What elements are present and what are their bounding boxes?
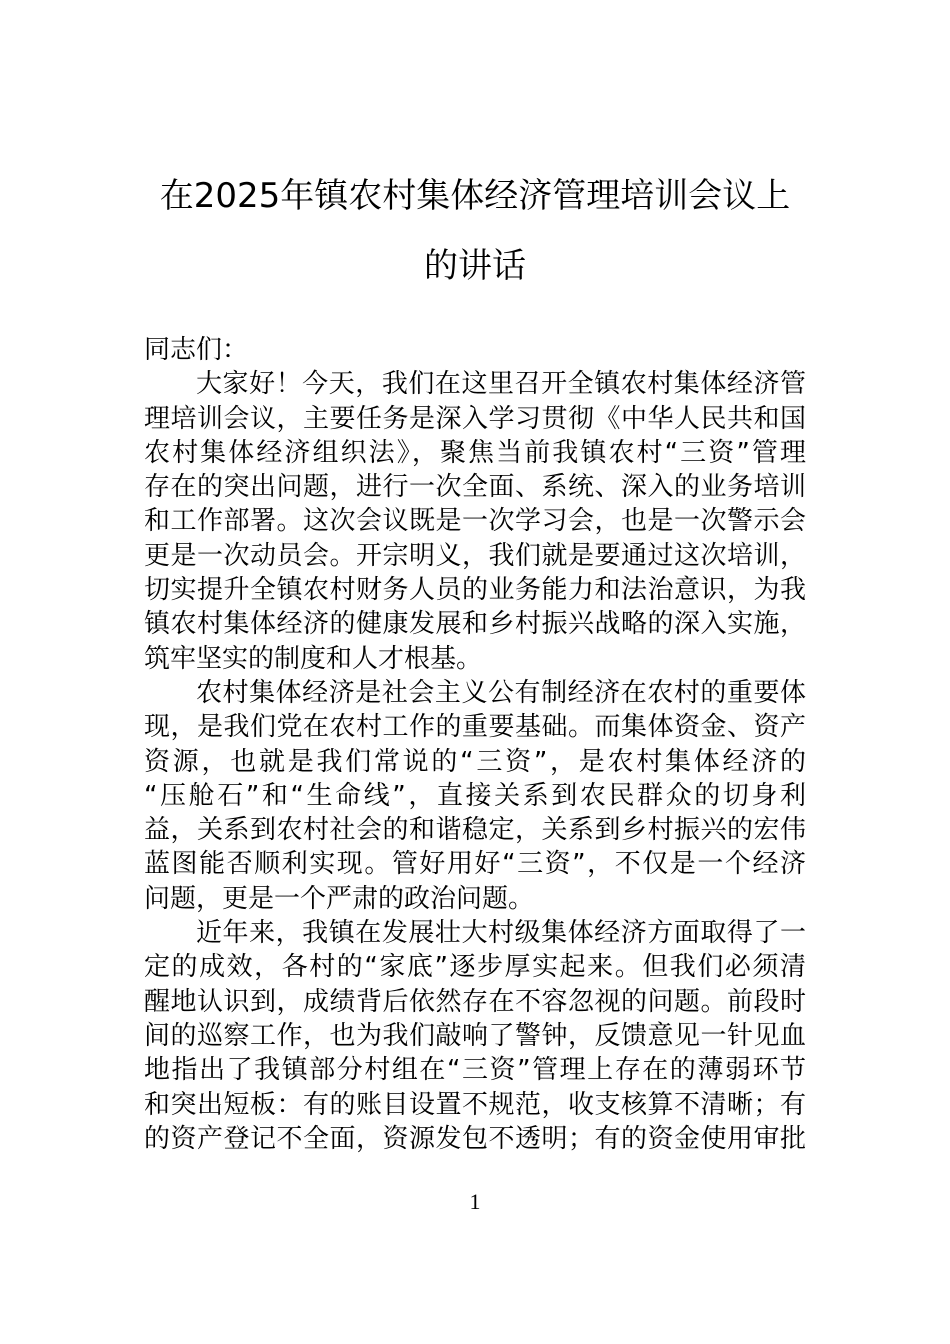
text-line: 益，关系到农村社会的和谐稳定，关系到乡村振兴的宏伟 — [144, 815, 806, 846]
text-line: 筑牢坚实的制度和人才根基。 — [144, 643, 483, 674]
text-line: 间的巡察工作，也为我们敲响了警钟，反馈意见一针见血 — [144, 1020, 806, 1051]
text-line: 理培训会议，主要任务是深入学习贯彻《中华人民共和国 — [144, 403, 806, 434]
text-line: 存在的突出问题，进行一次全面、系统、深入的业务培训 — [144, 472, 806, 503]
document-body — [144, 333, 806, 1156]
text-line: 蓝图能否顺利实现。管好用好“三资”，不仅是一个经济 — [144, 849, 806, 880]
text-line: 和工作部署。这次会议既是一次学习会，也是一次警示会 — [144, 506, 806, 537]
document-title-line-2: 的讲话 — [424, 246, 526, 286]
page-number: 1 — [469, 1189, 481, 1214]
text-line: 更是一次动员会。开宗明义，我们就是要通过这次培训， — [144, 540, 806, 571]
text-line: 和突出短板：有的账目设置不规范，收支核算不清晰；有 — [144, 1089, 806, 1120]
text-line: 资源，也就是我们常说的“三资”，是农村集体经济的 — [144, 746, 806, 777]
salutation: 同志们： — [144, 335, 249, 365]
text-line: 大家好！今天，我们在这里召开全镇农村集体经济管 — [196, 369, 806, 400]
text-line: 地指出了我镇部分村组在“三资”管理上存在的薄弱环节 — [144, 1055, 806, 1086]
text-line: “压舱石”和“生命线”，直接关系到农民群众的切身利 — [144, 780, 806, 811]
text-line: 农村集体经济是社会主义公有制经济在农村的重要体 — [196, 677, 806, 708]
text-line: 现，是我们党在农村工作的重要基础。而集体资金、资产 — [144, 712, 806, 743]
text-line: 镇农村集体经济的健康发展和乡村振兴战略的深入实施， — [144, 609, 806, 640]
text-line: 定的成效，各村的“家底”逐步厚实起来。但我们必须清 — [144, 952, 806, 983]
text-line: 的资产登记不全面，资源发包不透明；有的资金使用审批 — [144, 1123, 806, 1154]
text-line: 近年来，我镇在发展壮大村级集体经济方面取得了一 — [196, 918, 806, 949]
text-line: 问题，更是一个严肃的政治问题。 — [144, 883, 535, 914]
text-line: 农村集体经济组织法》，聚焦当前我镇农村“三资”管理 — [144, 437, 806, 468]
text-line: 醒地认识到，成绩背后依然存在不容忽视的问题。前段时 — [144, 986, 806, 1017]
paragraph-3 — [144, 916, 806, 1156]
text-line: 切实提升全镇农村财务人员的业务能力和法治意识，为我 — [144, 575, 806, 606]
document-title-line-1: 在2025年镇农村集体经济管理培训会议上 — [159, 176, 791, 216]
paragraph-1 — [144, 367, 806, 676]
paragraph-2 — [144, 676, 806, 916]
